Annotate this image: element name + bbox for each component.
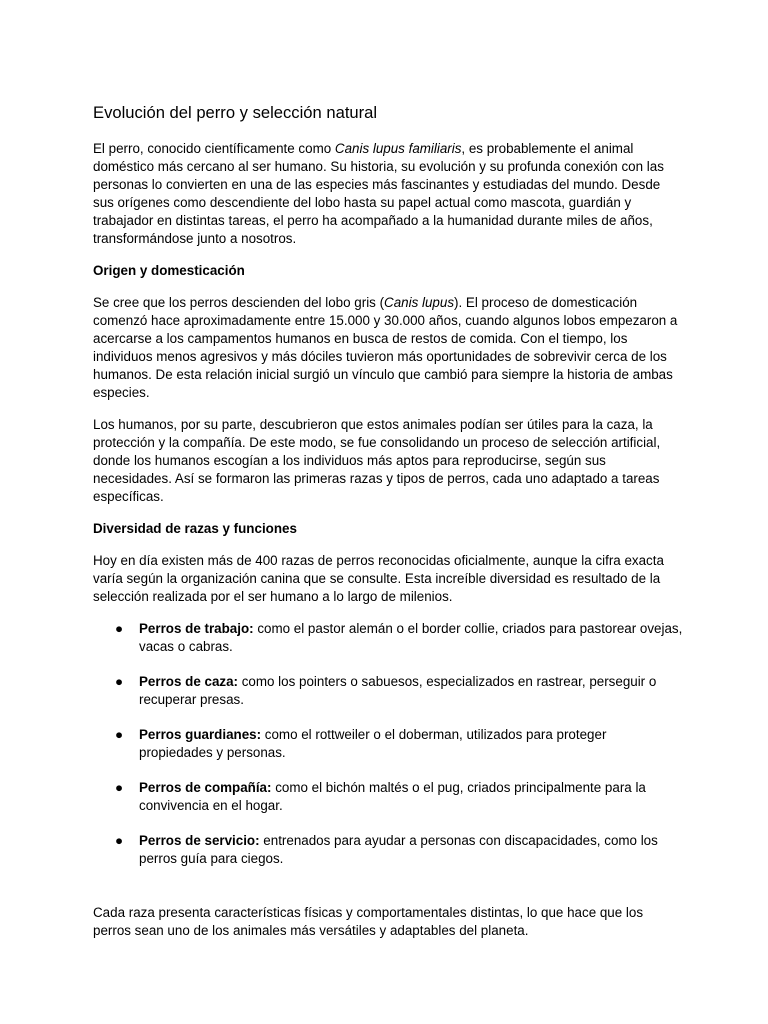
bullet-icon: ● xyxy=(115,674,124,689)
list-item-description: entrenados para ayudar a personas con discapacidades, como los perros guía para ciegos. xyxy=(139,833,658,866)
document-title: Evolución del perro y selección natural xyxy=(93,103,378,122)
closing-paragraph: Cada raza presenta características físicas y comportamentales distintas, lo que hace que los perros sean uno de los animales más versátiles y adaptables del planeta. xyxy=(93,905,644,938)
list-item-term: Perros de caza: xyxy=(139,674,238,689)
list-item-description: como el bichón maltés o el pug, criados principalmente para la convivencia en el hogar. xyxy=(139,780,646,813)
diversity-heading: Diversidad de razas y funciones xyxy=(93,521,297,536)
intro-text-start: El perro, conocido científicamente como xyxy=(93,141,335,156)
list-item xyxy=(93,620,683,656)
list-item xyxy=(93,726,683,762)
intro-paragraph xyxy=(93,140,683,248)
list-item xyxy=(93,779,683,815)
origin-species-name: Canis lupus xyxy=(384,295,455,310)
breed-function-list xyxy=(93,620,683,868)
diversity-paragraph: Hoy en día existen más de 400 razas de perros reconocidas oficialmente, aunque la cifra exacta varía según la organización canina que se consulte. Esta increíble diversidad es resultado de la selección realizada por el ser humano a lo largo de milenios. xyxy=(93,553,664,604)
list-item-term: Perros de compañía: xyxy=(139,780,272,795)
document-page xyxy=(93,102,683,954)
list-item-term: Perros de trabajo: xyxy=(139,621,254,636)
bullet-icon: ● xyxy=(115,621,124,636)
origin-paragraph-2: Los humanos, por su parte, descubrieron que estos animales podían ser útiles para la caza, la protección y la compañía. De este modo, se fue consolidando un proceso de selección artificial, donde los humanos escogían a los individuos más aptos para reproducirse, según sus necesidades. Así se formaron las primeras razas y tipos de perros, cada uno adaptado a tareas específicas. xyxy=(93,417,661,504)
bullet-icon: ● xyxy=(115,727,124,742)
list-item-description: como el rottweiler o el doberman, utilizados para proteger propiedades y personas. xyxy=(139,727,607,760)
list-item-description: como el pastor alemán o el border collie, criados para pastorear ovejas, vacas o cabras. xyxy=(139,621,683,654)
list-item xyxy=(93,673,683,709)
list-item-term: Perros de servicio: xyxy=(139,833,260,848)
intro-text-end: , es probablemente el animal doméstico más cercano al ser humano. Su historia, su evolución y su profunda conexión con las personas lo convierten en una de las especies más fascinantes y estudiadas del mundo. Desde sus orígenes como descendiente del lobo hasta su papel actual como mascota, guardián y trabajador en distintas tareas, el perro ha acompañado a la humanidad durante miles de años, transformándose junto a nosotros. xyxy=(93,141,664,246)
list-item-term: Perros guardianes: xyxy=(139,727,262,742)
list-item xyxy=(93,832,683,868)
intro-species-name: Canis lupus familiaris xyxy=(334,141,462,156)
list-item-description: como los pointers o sabuesos, especializados en rastrear, perseguir o recuperar presas. xyxy=(139,674,657,707)
bullet-icon: ● xyxy=(115,780,124,795)
origin-text-start: Se cree que los perros descienden del lobo gris ( xyxy=(93,295,385,310)
bullet-icon: ● xyxy=(115,833,124,848)
origin-heading: Origen y domesticación xyxy=(93,263,245,278)
origin-paragraph-1 xyxy=(93,294,683,402)
origin-text-end: ). El proceso de domesticación comenzó hace aproximadamente entre 15.000 y 30.000 años, cuando algunos lobos empezaron a acercarse a los campamentos humanos en busca de restos de comida. Con el tiempo, los individuos menos agresivos y más dóciles tuvieron más oportunidades de sobrevivir cerca de los humanos. De esta relación inicial surgió un vínculo que cambió para siempre la historia de ambas especies. xyxy=(93,295,678,400)
